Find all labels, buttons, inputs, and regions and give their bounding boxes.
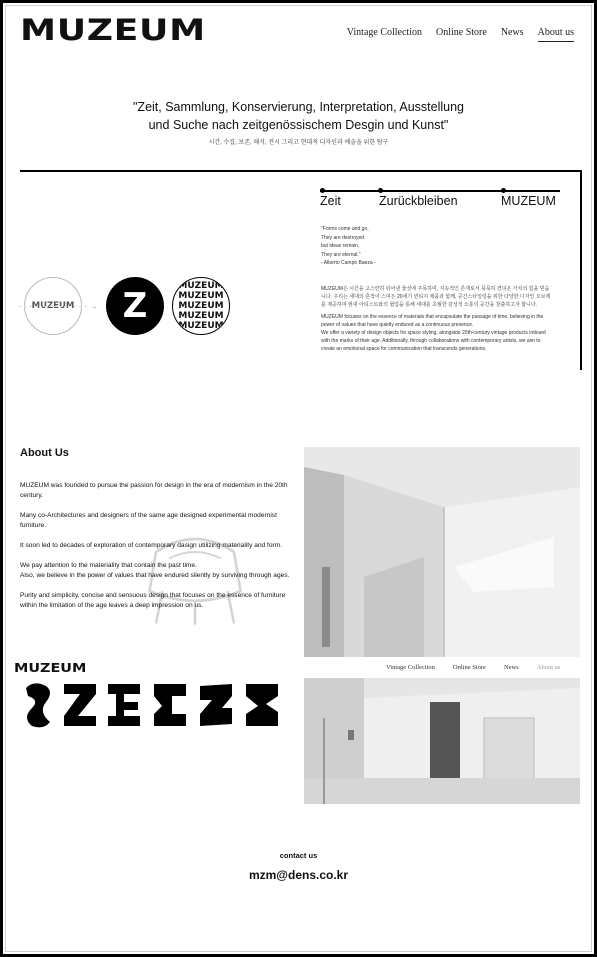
stack-line: MUZEUM [178,281,224,291]
about-paragraph: MUZEUM was founded to pursue the passion for design in the era of modernism in the 20th century. [20,482,288,499]
timeline-label-muzeum: MUZEUM [501,194,556,208]
logo-evolution [24,277,230,335]
arrow-right-icon: → [90,301,98,311]
about-text [20,481,300,621]
timeline-label-zuruckbleiben: Zurückbleiben [379,194,458,208]
campo-baeza-quote [321,225,376,268]
architecture-photo-top [304,447,580,657]
glyph-6 [246,684,278,726]
desc-english-1: MUZEUM focuses on the essence of materials that encapsulate the passage of time, believing in the power of values that have quietly endured as a continuous presence. [321,314,544,328]
site-logo[interactable]: MUZEUM [20,13,206,47]
main-nav [347,27,574,42]
brand-section [20,170,582,370]
architecture-photo-bottom [304,678,580,804]
stack-line: MUZEUM [178,321,224,331]
desc-korean: MUZEUM은 시간을 고스란히 뒤어낸 물성에 주목하며, 지속적인 존재로서 묵묵히 견뎌온 가치의 힘을 믿습니다. 우리는 세대의 흔적이 스며든 20세기 빈티지 제품과 함께, 공간스타일링을 위한 다양한 디자인 오브제를 제공하며 현대 아티스트와의 협업을 통해 세대를 초월한 감성적 소통의 공간을 창출하고자 합니다. [321,286,551,308]
nav-vintage-collection[interactable]: Vintage Collection [346,27,422,38]
poem-line: They are destroyed [321,234,365,241]
nav-news[interactable]: News [500,27,524,38]
poem-line: - Alberto Campo Baeza - [321,260,376,266]
timeline-dot [378,188,383,193]
about-paragraph: We pay attention to the materiality that contain the past time. Also, we believe in the power of values that have endured silently by surviving through ages. [20,562,290,579]
contact-email-link[interactable]: mzm@dens.co.kr [248,868,349,882]
timeline-dot [501,188,506,193]
secondary-nav-item: Online Store [452,664,486,671]
glyph-5 [200,684,232,726]
desc-english-2: We offer a variety of design objects for space styling, alongside 20th-century vintage products imbued with the marks of their age. Additionally, through collaborations with contemporary artists, we aim to create an emotional space for communication that transcends generations. [321,330,546,352]
about-title: About Us [20,447,69,459]
glyph-2 [64,684,96,726]
glyph-1 [26,683,50,727]
about-paragraph: It soon led to decades of exploration of contemporary dasign utilizing materiality and form. [20,542,283,549]
stack-line: MUZEUM [178,291,224,301]
z-glyph: Z [122,286,148,326]
secondary-nav [386,664,560,671]
hero-quote-line-1: "Zeit, Sammlung, Konservierung, Interpretation, Ausstellung [133,100,464,114]
poem-line: but ideas remain, [321,243,360,249]
secondary-logo: MUZEUM [14,661,87,675]
brand-description [321,285,551,357]
timeline-dot [320,188,325,193]
outline-logo-text: MUZEUM [31,301,75,311]
timeline-line [320,190,560,192]
about-paragraph: Many co-Architectures and designers of the same age designed experimental modernist furniture. [20,512,277,529]
nav-about-us[interactable]: About us [538,27,574,42]
nav-online-store[interactable]: Online Store [435,27,487,38]
poem-line: "Forms come and go, [321,226,369,232]
glyph-4 [154,684,186,726]
poem-line: They are eternal." [321,251,361,258]
hero-quote-line-2: und Suche nach zeitgenössischem Desgin und Kunst" [148,118,449,132]
stacked-logo-circle [172,277,230,335]
contact-label: contact us [279,851,318,860]
glyph-3 [108,684,140,726]
black-z-circle [106,277,164,335]
secondary-nav-item: News [503,664,519,671]
timeline-label-zeit: Zeit [320,194,341,208]
stack-line: MUZEUM [178,301,224,311]
logo-glyph-set [20,678,300,732]
stack-line: MUZEUM [178,311,224,321]
outline-logo-circle [24,277,82,335]
secondary-nav-item: About us [536,664,561,671]
hero-subtitle: 시간, 수집, 보존, 해석, 전시 그리고 현대적 디자인과 예술을 위한 탐구 [208,140,389,146]
about-paragraph: Purity and simplicity, concise and sensuous design that focuses on the essence of furniture within the limitation of the age leaves a deep impression on us. [20,592,286,609]
hero-quote [0,98,597,134]
secondary-nav-item: Vintage Collection [386,664,435,671]
